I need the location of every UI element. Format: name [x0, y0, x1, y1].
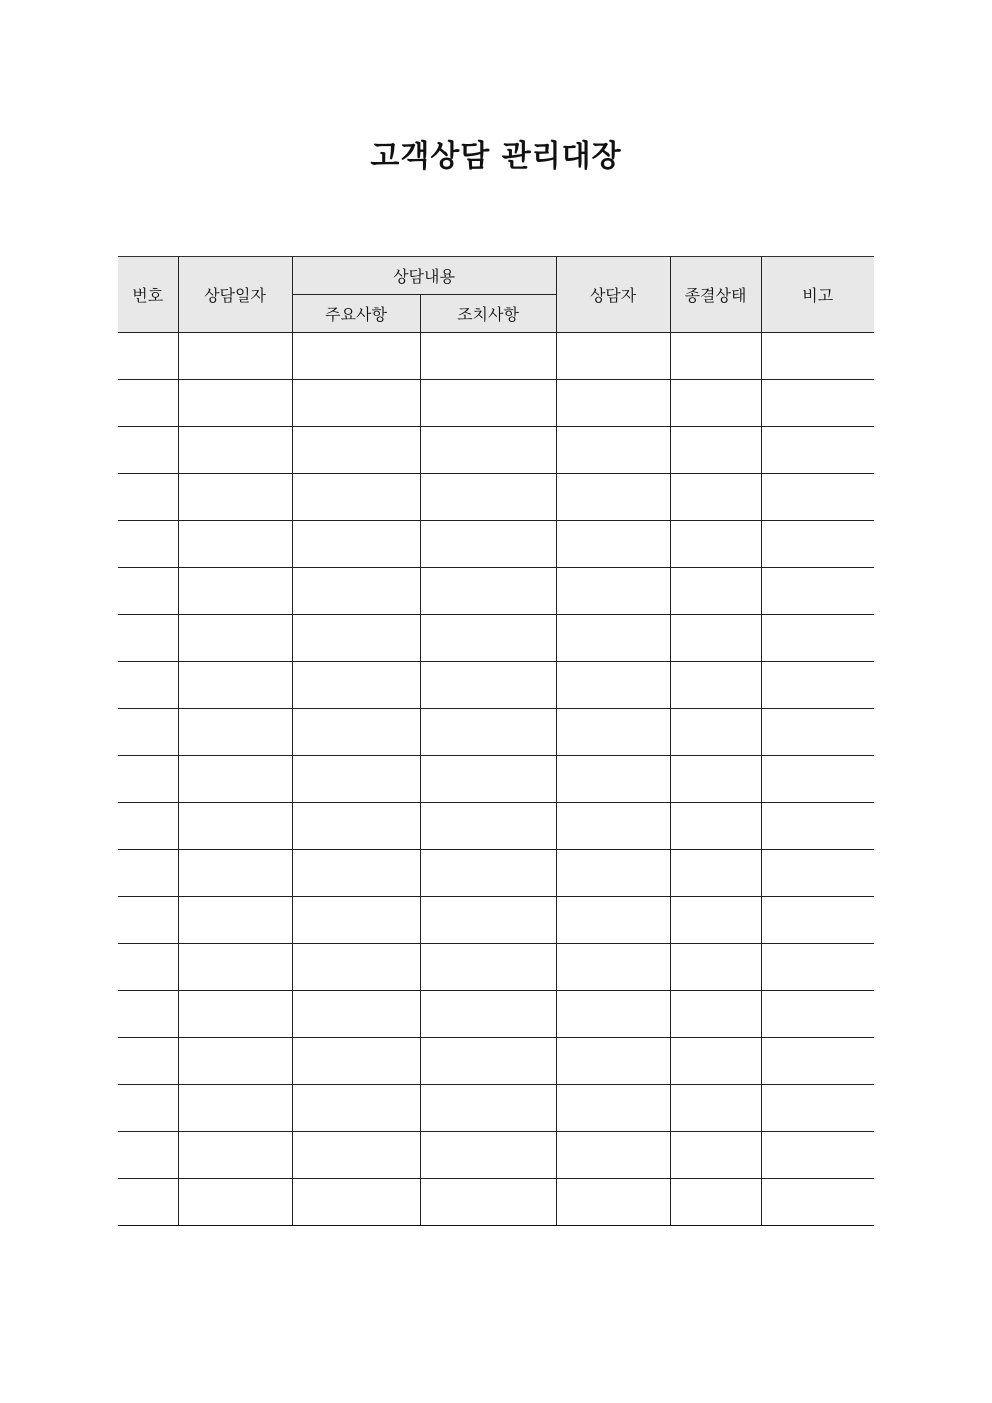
- cell-main-issue: [292, 474, 420, 521]
- cell-date: [178, 474, 292, 521]
- header-closing-status: 종결상태: [670, 257, 761, 333]
- cell-remarks: [761, 380, 874, 427]
- table-header: [118, 257, 874, 333]
- cell-counselor: [556, 897, 670, 944]
- cell-remarks: [761, 756, 874, 803]
- cell-date: [178, 1179, 292, 1226]
- cell-action-taken: [420, 427, 556, 474]
- table-body: [118, 333, 874, 1226]
- cell-remarks: [761, 662, 874, 709]
- table-row: [118, 1179, 874, 1226]
- cell-main-issue: [292, 897, 420, 944]
- table-row: [118, 474, 874, 521]
- cell-closing-status: [670, 474, 761, 521]
- cell-date: [178, 944, 292, 991]
- header-number: 번호: [118, 257, 178, 333]
- cell-main-issue: [292, 850, 420, 897]
- cell-date: [178, 427, 292, 474]
- cell-main-issue: [292, 991, 420, 1038]
- cell-main-issue: [292, 380, 420, 427]
- cell-closing-status: [670, 662, 761, 709]
- cell-remarks: [761, 709, 874, 756]
- cell-remarks: [761, 521, 874, 568]
- cell-closing-status: [670, 944, 761, 991]
- table-row: [118, 991, 874, 1038]
- cell-closing-status: [670, 991, 761, 1038]
- table-row: [118, 709, 874, 756]
- cell-number: [118, 897, 178, 944]
- cell-date: [178, 850, 292, 897]
- cell-date: [178, 709, 292, 756]
- cell-counselor: [556, 1038, 670, 1085]
- table-row: [118, 333, 874, 380]
- cell-remarks: [761, 474, 874, 521]
- cell-main-issue: [292, 1038, 420, 1085]
- cell-main-issue: [292, 615, 420, 662]
- cell-main-issue: [292, 568, 420, 615]
- cell-main-issue: [292, 1179, 420, 1226]
- header-main-issue: 주요사항: [292, 295, 420, 333]
- cell-closing-status: [670, 380, 761, 427]
- cell-number: [118, 1085, 178, 1132]
- cell-action-taken: [420, 897, 556, 944]
- cell-number: [118, 333, 178, 380]
- cell-main-issue: [292, 1132, 420, 1179]
- cell-counselor: [556, 709, 670, 756]
- header-counselor: 상담자: [556, 257, 670, 333]
- cell-main-issue: [292, 756, 420, 803]
- cell-remarks: [761, 1085, 874, 1132]
- table-row: [118, 850, 874, 897]
- cell-main-issue: [292, 709, 420, 756]
- cell-action-taken: [420, 944, 556, 991]
- cell-closing-status: [670, 333, 761, 380]
- cell-number: [118, 474, 178, 521]
- cell-date: [178, 662, 292, 709]
- cell-number: [118, 521, 178, 568]
- cell-action-taken: [420, 709, 556, 756]
- cell-counselor: [556, 568, 670, 615]
- cell-closing-status: [670, 709, 761, 756]
- cell-remarks: [761, 803, 874, 850]
- cell-action-taken: [420, 1038, 556, 1085]
- cell-number: [118, 1038, 178, 1085]
- cell-counselor: [556, 474, 670, 521]
- cell-action-taken: [420, 662, 556, 709]
- cell-number: [118, 1132, 178, 1179]
- consultation-ledger-table: [118, 256, 874, 1226]
- cell-closing-status: [670, 897, 761, 944]
- cell-remarks: [761, 991, 874, 1038]
- cell-remarks: [761, 850, 874, 897]
- table-row: [118, 1085, 874, 1132]
- cell-main-issue: [292, 944, 420, 991]
- cell-date: [178, 568, 292, 615]
- cell-date: [178, 803, 292, 850]
- cell-main-issue: [292, 1085, 420, 1132]
- cell-number: [118, 1179, 178, 1226]
- cell-counselor: [556, 850, 670, 897]
- cell-number: [118, 944, 178, 991]
- cell-number: [118, 756, 178, 803]
- cell-date: [178, 756, 292, 803]
- cell-closing-status: [670, 568, 761, 615]
- cell-remarks: [761, 1038, 874, 1085]
- cell-number: [118, 380, 178, 427]
- cell-action-taken: [420, 568, 556, 615]
- cell-closing-status: [670, 1085, 761, 1132]
- header-consultation-date: 상담일자: [178, 257, 292, 333]
- cell-action-taken: [420, 333, 556, 380]
- cell-counselor: [556, 756, 670, 803]
- cell-counselor: [556, 1085, 670, 1132]
- cell-number: [118, 427, 178, 474]
- header-remarks: 비고: [761, 257, 874, 333]
- cell-counselor: [556, 615, 670, 662]
- cell-remarks: [761, 568, 874, 615]
- cell-date: [178, 521, 292, 568]
- cell-main-issue: [292, 427, 420, 474]
- cell-action-taken: [420, 756, 556, 803]
- cell-closing-status: [670, 1132, 761, 1179]
- cell-action-taken: [420, 1132, 556, 1179]
- cell-closing-status: [670, 1038, 761, 1085]
- page-title: 고객상담 관리대장: [370, 139, 622, 174]
- cell-main-issue: [292, 662, 420, 709]
- cell-closing-status: [670, 850, 761, 897]
- cell-counselor: [556, 803, 670, 850]
- table-row: [118, 568, 874, 615]
- cell-number: [118, 803, 178, 850]
- cell-remarks: [761, 1132, 874, 1179]
- table-row: [118, 897, 874, 944]
- cell-date: [178, 1038, 292, 1085]
- cell-number: [118, 709, 178, 756]
- cell-counselor: [556, 1132, 670, 1179]
- cell-counselor: [556, 521, 670, 568]
- cell-main-issue: [292, 333, 420, 380]
- cell-remarks: [761, 944, 874, 991]
- cell-remarks: [761, 615, 874, 662]
- cell-counselor: [556, 1179, 670, 1226]
- cell-date: [178, 615, 292, 662]
- cell-date: [178, 1085, 292, 1132]
- cell-action-taken: [420, 991, 556, 1038]
- table-row: [118, 944, 874, 991]
- cell-remarks: [761, 333, 874, 380]
- cell-closing-status: [670, 803, 761, 850]
- cell-action-taken: [420, 521, 556, 568]
- cell-remarks: [761, 897, 874, 944]
- cell-number: [118, 615, 178, 662]
- cell-remarks: [761, 427, 874, 474]
- cell-date: [178, 333, 292, 380]
- cell-action-taken: [420, 380, 556, 427]
- table-row: [118, 662, 874, 709]
- cell-closing-status: [670, 521, 761, 568]
- cell-counselor: [556, 427, 670, 474]
- table-row: [118, 380, 874, 427]
- table-row: [118, 615, 874, 662]
- cell-date: [178, 991, 292, 1038]
- cell-action-taken: [420, 850, 556, 897]
- cell-counselor: [556, 333, 670, 380]
- cell-counselor: [556, 991, 670, 1038]
- cell-closing-status: [670, 427, 761, 474]
- cell-number: [118, 662, 178, 709]
- table-row: [118, 756, 874, 803]
- cell-counselor: [556, 944, 670, 991]
- cell-date: [178, 1132, 292, 1179]
- cell-action-taken: [420, 1179, 556, 1226]
- cell-action-taken: [420, 474, 556, 521]
- cell-counselor: [556, 380, 670, 427]
- cell-main-issue: [292, 521, 420, 568]
- cell-main-issue: [292, 803, 420, 850]
- cell-action-taken: [420, 803, 556, 850]
- cell-number: [118, 991, 178, 1038]
- header-consultation-content: 상담내용: [292, 257, 556, 295]
- table-row: [118, 1132, 874, 1179]
- cell-remarks: [761, 1179, 874, 1226]
- table-row: [118, 427, 874, 474]
- cell-closing-status: [670, 756, 761, 803]
- cell-counselor: [556, 662, 670, 709]
- cell-closing-status: [670, 1179, 761, 1226]
- table-row: [118, 1038, 874, 1085]
- header-action-taken: 조치사항: [420, 295, 556, 333]
- cell-action-taken: [420, 615, 556, 662]
- table-row: [118, 521, 874, 568]
- cell-number: [118, 850, 178, 897]
- cell-date: [178, 380, 292, 427]
- table-row: [118, 803, 874, 850]
- cell-action-taken: [420, 1085, 556, 1132]
- cell-number: [118, 568, 178, 615]
- cell-date: [178, 897, 292, 944]
- cell-closing-status: [670, 615, 761, 662]
